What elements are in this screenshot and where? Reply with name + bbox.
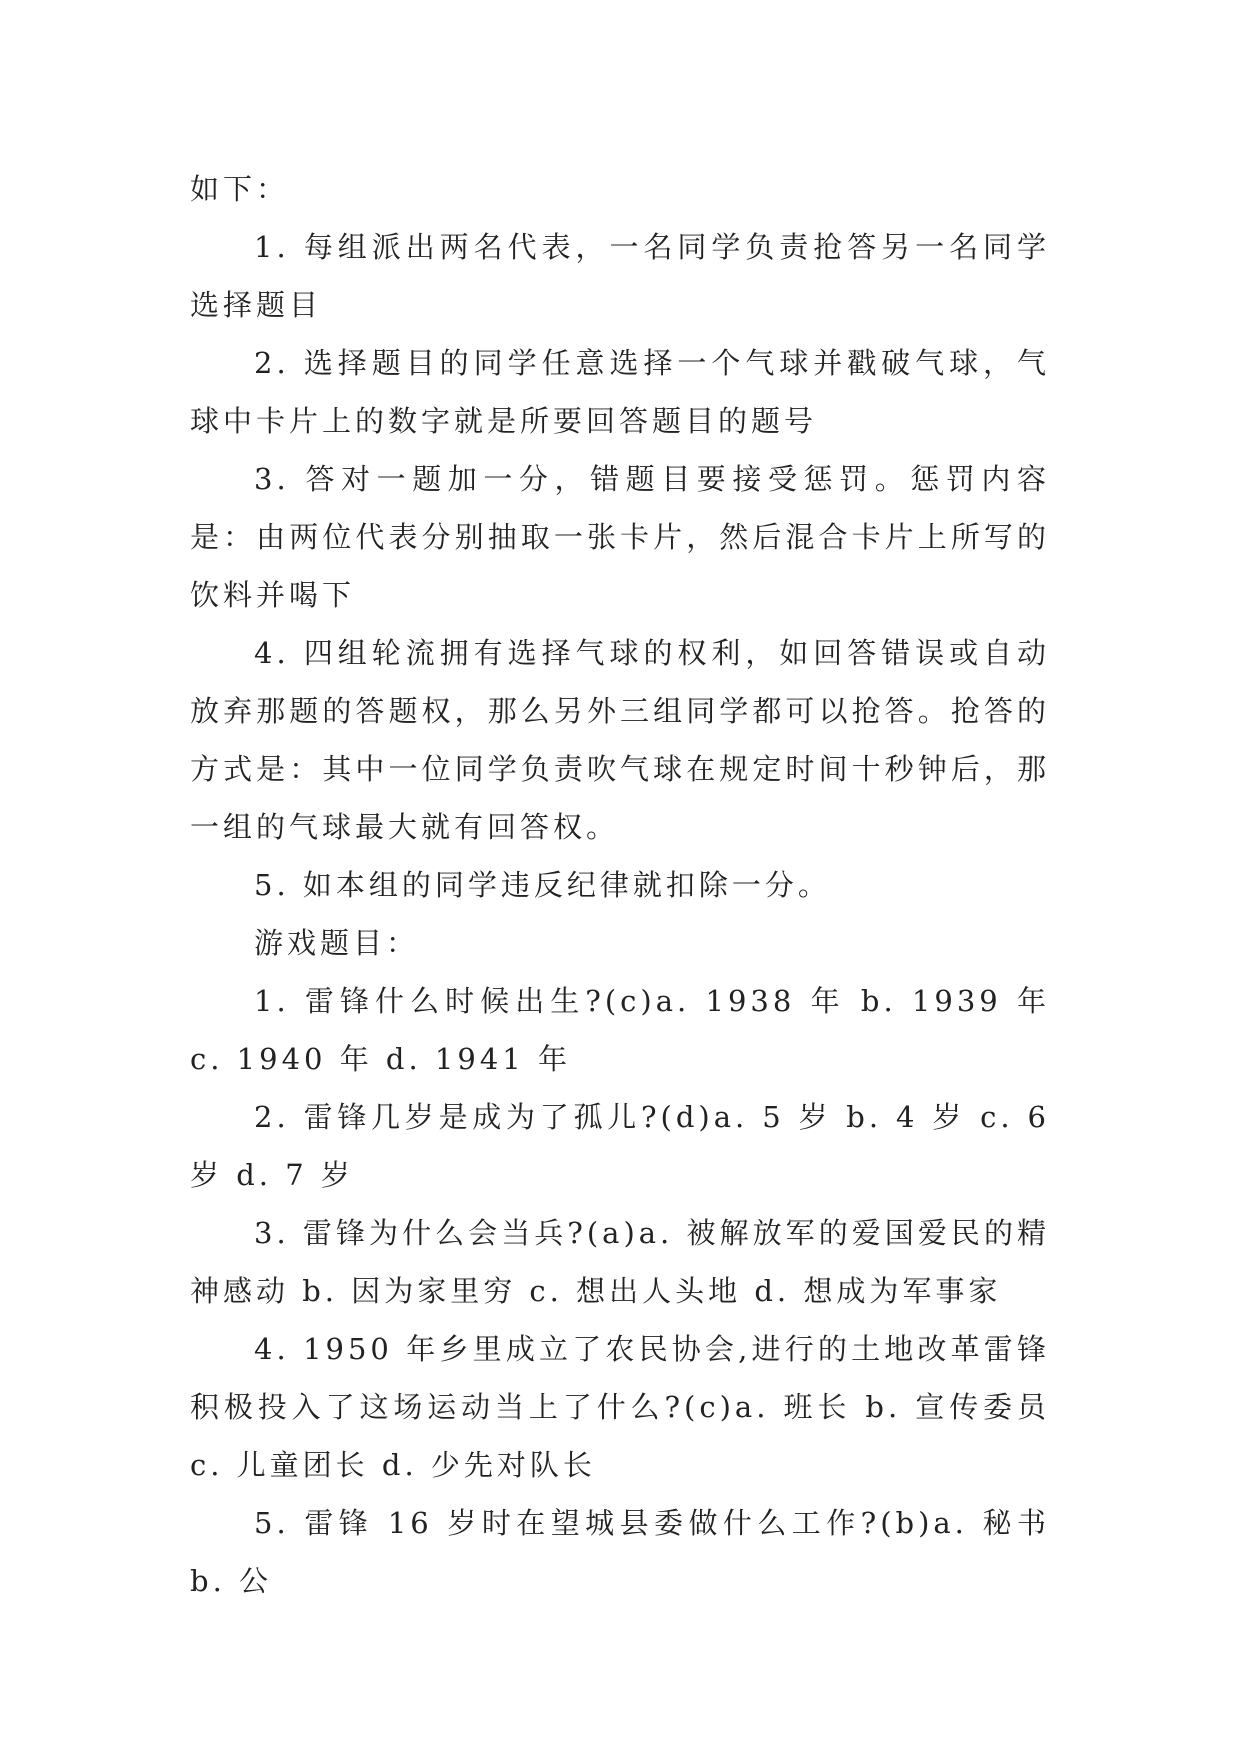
question-3: 3. 雷锋为什么会当兵?(a)a. 被解放军的爱国爱民的精神感动 b. 因为家里穷 c. 想出人头地 d. 想成为军事家: [190, 1216, 1050, 1308]
document-page: [190, 160, 1050, 1610]
rule-1: 1. 每组派出两名代表，一名同学负责抢答另一名同学选择题目: [190, 230, 1050, 322]
rule-4: 4. 四组轮流拥有选择气球的权利，如回答错误或自动放弃那题的答题权，那么另外三组同学都可以抢答。抢答的方式是：其中一位同学负责吹气球在规定时间十秒钟后，那一组的气球最大就有回答权。: [190, 636, 1050, 844]
question-1: 1. 雷锋什么时候出生?(c)a. 1938 年 b. 1939 年 c. 1940 年 d. 1941 年: [190, 984, 1050, 1076]
rule-3: 3. 答对一题加一分，错题目要接受惩罚。惩罚内容是：由两位代表分别抽取一张卡片，然后混合卡片上所写的饮料并喝下: [190, 462, 1050, 612]
question-2: 2. 雷锋几岁是成为了孤儿?(d)a. 5 岁 b. 4 岁 c. 6 岁 d. 7 岁: [190, 1100, 1050, 1192]
question-4: 4. 1950 年乡里成立了农民协会,进行的土地改革雷锋积极投入了这场运动当上了什么?(c)a. 班长 b. 宣传委员 c. 儿童团长 d. 少先对队长: [190, 1332, 1050, 1482]
rule-5: 5. 如本组的同学违反纪律就扣除一分。: [254, 868, 831, 902]
paragraph-intro: 如下：: [190, 172, 290, 206]
section-heading-questions: 游戏题目：: [254, 926, 420, 960]
rule-2: 2. 选择题目的同学任意选择一个气球并戳破气球，气球中卡片上的数字就是所要回答题目的题号: [190, 346, 1050, 438]
question-5: 5. 雷锋 16 岁时在望城县委做什么工作?(b)a. 秘书 b. 公: [190, 1506, 1050, 1598]
